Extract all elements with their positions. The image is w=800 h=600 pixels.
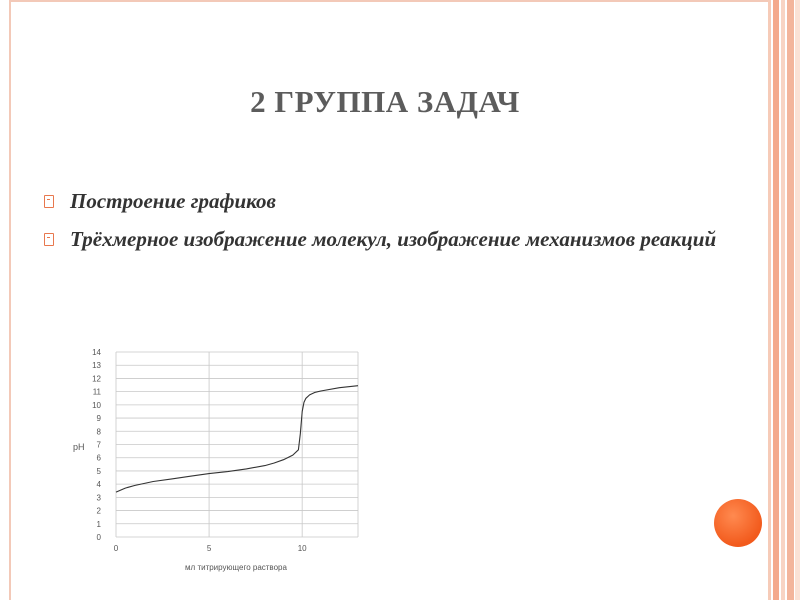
chart-series xyxy=(116,386,358,492)
bullet-list xyxy=(44,186,744,262)
y-tick-label: 8 xyxy=(96,427,101,437)
y-tick-label: 9 xyxy=(96,414,101,424)
y-axis-ticks xyxy=(92,348,101,542)
y-tick-label: 7 xyxy=(96,440,101,450)
x-tick-label: 5 xyxy=(206,544,212,553)
titration-chart xyxy=(62,338,362,578)
x-axis-label: мл титрирующего раствора xyxy=(185,563,287,572)
slide-title: 2 ГРУППА ЗАДАЧ xyxy=(250,84,520,119)
y-tick-label: 13 xyxy=(92,361,101,371)
y-tick-label: 1 xyxy=(96,519,101,529)
y-tick-label: 11 xyxy=(92,387,101,397)
y-tick-label: 2 xyxy=(96,506,101,516)
y-tick-label: 12 xyxy=(92,374,101,384)
decor-stripe xyxy=(773,0,779,600)
frame-top-line xyxy=(9,0,769,2)
y-tick-label: 10 xyxy=(92,400,101,410)
y-tick-label: 3 xyxy=(96,493,101,503)
y-tick-label: 5 xyxy=(96,466,101,476)
decor-stripe xyxy=(795,0,800,600)
bullet-text: Построение графиков xyxy=(70,189,276,213)
x-tick-label: 0 xyxy=(113,544,119,553)
decor-stripe xyxy=(781,0,785,600)
y-axis-label: pH xyxy=(73,442,85,452)
x-axis-ticks xyxy=(114,544,307,553)
series-line xyxy=(116,386,358,492)
y-tick-label: 14 xyxy=(92,348,101,357)
bullet-item xyxy=(44,186,744,216)
bullet-item xyxy=(44,224,744,254)
chart-grid xyxy=(116,352,358,537)
outline-square-bullet-icon xyxy=(44,233,54,246)
y-tick-label: 0 xyxy=(96,533,101,542)
y-tick-label: 6 xyxy=(96,453,101,463)
y-tick-label: 4 xyxy=(96,480,101,490)
decor-stripe xyxy=(787,0,794,600)
outline-square-bullet-icon xyxy=(44,195,54,208)
x-tick-label: 10 xyxy=(297,544,307,553)
bullet-text: Трёхмерное изображение молекул, изображение механизмов реакций xyxy=(70,227,717,251)
orange-circle-decor-icon xyxy=(714,499,762,547)
